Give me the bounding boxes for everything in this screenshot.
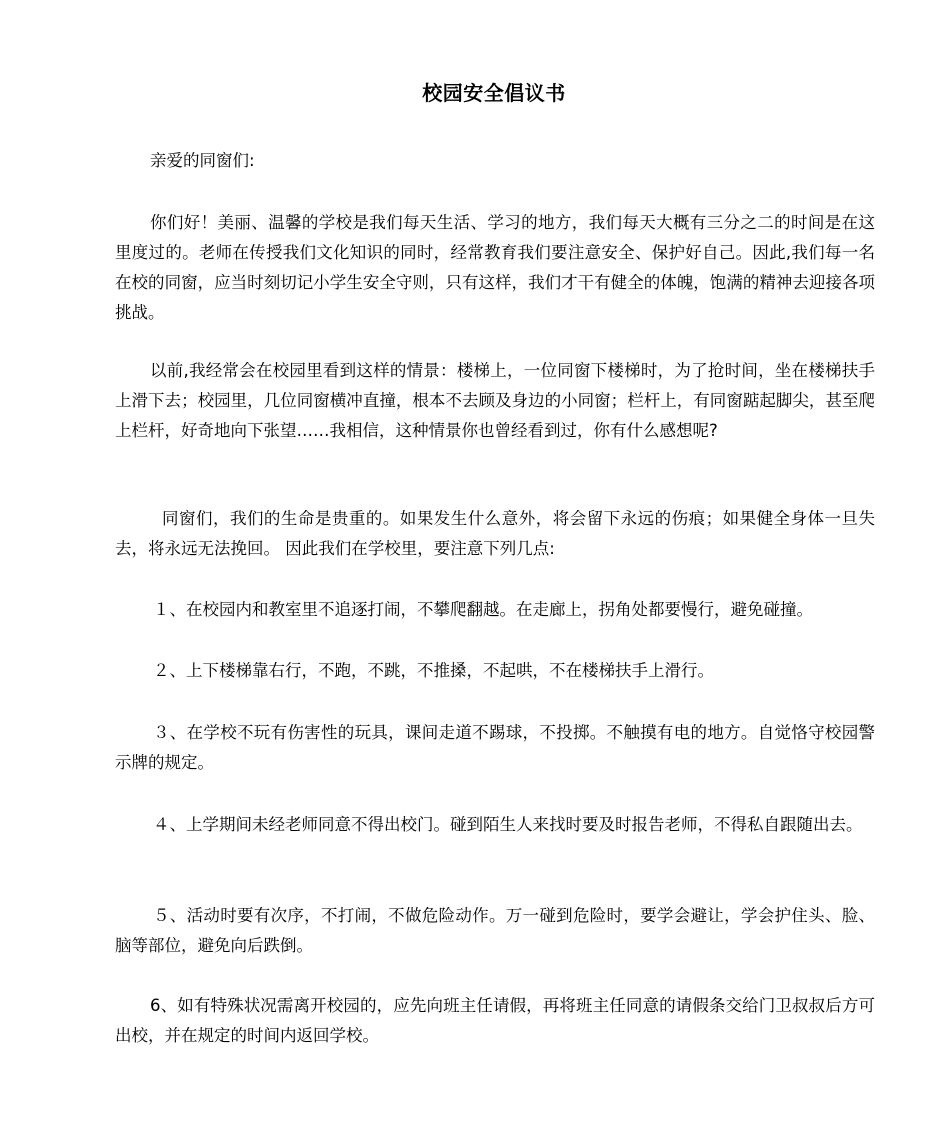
document-title: 校园安全倡议书 [422, 81, 566, 105]
rule-item-6: 6、如有特殊状况需离开校园的，应先向班主任请假，再将班主任同意的请假条交给门卫叔叔后方可出校，并在规定的时间内返回学校。 [115, 996, 875, 1045]
paragraph-greeting: 你们好！美丽、温馨的学校是我们每天生活、学习的地方，我们每天大概有三分之二的时间是在这里度过的。老师在传授我们文化知识的同时，经常教育我们要注意安全、保护好自己。因此,我们每一名在校的同窗，应当时刻切记小学生安全守则，只有这样，我们才干有健全的体魄，饱满的精神去迎接各项挑战。 [115, 213, 875, 322]
paragraph-observations: 以前,我经常会在校园里看到这样的情景：楼梯上，一位同窗下楼梯时，为了抢时间，坐在楼梯扶手上滑下去；校园里，几位同窗横冲直撞，根本不去顾及身边的小同窗；栏杆上，有同窗踮起脚尖，甚至爬上栏杆，好奇地向下张望……我相信，这种情景你也曾经看到过，你有什么感想呢? [115, 361, 875, 440]
rule-item-2: ２、上下楼梯靠右行，不跑，不跳，不推搡，不起哄，不在楼梯扶手上滑行。 [153, 661, 714, 680]
rule-item-1: １、在校园内和教室里不追逐打闹，不攀爬翻越。在走廊上，拐角处都要慢行，避免碰撞。 [153, 600, 813, 619]
paragraph-importance: 同窗们，我们的生命是贵重的。如果发生什么意外，将会留下永远的伤痕；如果健全身体一旦失去，将永远无法挽回。 因此我们在学校里，要注意下列几点: [115, 509, 875, 558]
rule-item-4: ４、上学期间未经老师同意不得出校门。碰到陌生人来找时要及时报告老师，不得私自跟随出去。 [153, 815, 863, 834]
salutation: 亲爱的同窗们: [150, 151, 255, 170]
rule-item-5: ５、活动时要有次序，不打闹，不做危险动作。万一碰到危险时，要学会避让，学会护住头、脸、脑等部位，避免向后跌倒。 [115, 906, 875, 955]
rule-item-3: ３、在学校不玩有伤害性的玩具，课间走道不踢球，不投掷。不触摸有电的地方。自觉恪守校园警示牌的规定。 [115, 723, 875, 772]
